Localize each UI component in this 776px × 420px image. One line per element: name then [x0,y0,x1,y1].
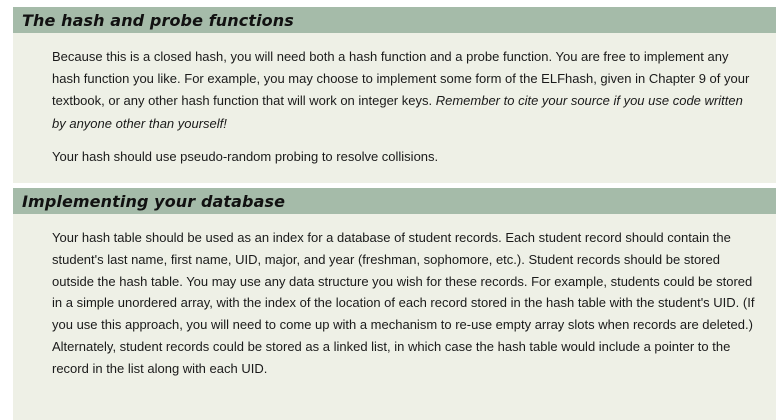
section-header [13,188,776,214]
section-header [13,7,776,33]
section-body [13,33,776,183]
paragraph-text: Because this is a closed hash, you will need both a hash function and a probe function. You are free to implement any hash function you like. For example, you may choose to implement some form of the ELFhash, given in Chapter 9 of your textbook, or any other hash function that will work on integer keys. [52,49,750,109]
section-body [13,214,776,420]
emphasis-text: Remember to cite your source if you use code written by anyone other than yourself! [52,93,743,131]
section-hash-probe-functions [13,7,776,183]
paragraph: Your hash should use pseudo-random probing to resolve collisions. [52,148,439,164]
paragraph [52,46,756,135]
paragraph: Your hash table should be used as an index for a database of student records. Each student record should contain the student's last name, first name, UID, major, and year (freshman, sophomore, etc.). Student records should be stored outside the hash table. You may use any data structure you wish for these records. For example, students could be stored in a simple unordered array, with the index of the location of each record stored in the hash table with the student's UID. (If you use this approach, you will need to come up with a mechanism to re-use empty array slots when records are deleted.) Alternately, student records could be stored as a linked list, in which case the hash table would include a pointer to the record in the list along with each UID. [52,230,755,376]
section-implementing-database [13,188,776,420]
section-title: Implementing your database [22,191,286,211]
section-title: The hash and probe functions [22,10,294,30]
